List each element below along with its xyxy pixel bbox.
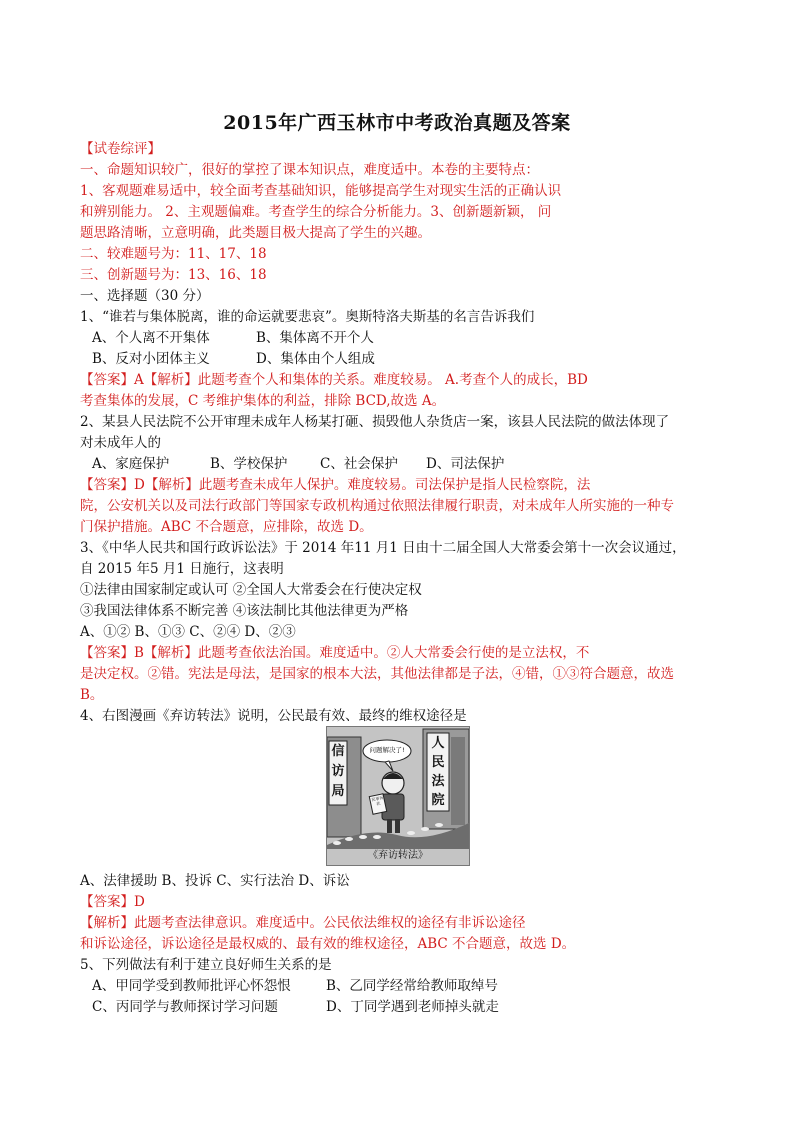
q2-option-d: D、司法保护 — [426, 456, 505, 472]
q2-option-a: A、家庭保护 — [92, 456, 170, 472]
review-line-3: 和辨别能力。 2、主观题偏难。考查学生的综合分析能力。3、创新题新颖， 问 — [80, 204, 552, 220]
q3-statements-2: ③我国法律体系不断完善 ④该法制比其他法律更为严格 — [80, 603, 409, 619]
q4-answer: 【答案】D — [80, 894, 145, 910]
q3-stem-line-2: 自 2015 年5 月1 日施行，这表明 — [80, 561, 284, 577]
q5-option-a: A、甲同学受到教师批评心怀怨恨 — [92, 978, 291, 994]
right-sign: 人民法院 — [431, 736, 445, 808]
q3-options: A、①② B、①③ C、②④ D、②③ — [80, 624, 296, 640]
cartoon-image — [326, 726, 470, 866]
left-sign: 信访局 — [331, 744, 345, 799]
q1-option-a: A、个人离不开集体 — [92, 330, 210, 346]
q2-stem-line-2: 对未成年人的 — [80, 435, 161, 451]
speech-bubble: 问题解决了! — [369, 746, 405, 754]
review-line-2: 1、客观题难易适中，较全面考查基础知识，能够提高学生对现实生活的正确认识 — [80, 183, 562, 199]
review-line-4: 题思路清晰，立意明确，此类题目极大提高了学生的兴趣。 — [80, 225, 431, 241]
q1-option-d: D、集体由个人组成 — [256, 351, 375, 367]
q2-answer-line-3: 门保护措施。ABC 不合题意，应排除，故选 D。 — [80, 519, 373, 535]
review-line-5: 二、较难题号为：11、17、18 — [80, 246, 267, 262]
lawsuit-paper: 民事诉状 — [370, 794, 384, 806]
q4-stem: 4、右图漫画《弃访转法》说明，公民最有效、最终的维权途径是 — [80, 708, 467, 724]
q4-explanation-line-2: 和诉讼途径，诉讼途径是最权威的、最有效的维权途径，ABC 不合题意，故选 D。 — [80, 936, 576, 952]
q5-stem: 5、下列做法有利于建立良好师生关系的是 — [80, 957, 332, 973]
q3-stem-line-1: 3、《中华人民共和国行政诉讼法》于 2014 年11 月1 日由十二届全国人大常委会第十一次会议通过， — [80, 540, 686, 556]
q1-stem: 1、“谁若与集体脱离，谁的命运就要悲哀”。奥斯特洛夫斯基的名言告诉我们 — [80, 309, 535, 325]
q4-options: A、法律援助 B、投诉 C、实行法治 D、诉讼 — [80, 873, 350, 889]
q1-answer-line-2: 考查集体的发展，C 考维护集体的利益，排除 BCD,故选 A。 — [80, 393, 446, 409]
q2-stem-line-1: 2、某县人民法院不公开审理未成年人杨某打砸、损毁他人杂货店一案，该县人民法院的做法体现了 — [80, 414, 670, 430]
q1-answer-line-1: 【答案】A【解析】此题考查个人和集体的关系。难度较易。 A.考查个人的成长，BD — [80, 372, 588, 388]
q1-option-b: B、集体离不开个人 — [256, 330, 374, 346]
q3-answer-line-1: 【答案】B【解析】此题考查依法治国。难度适中。②人大常委会行使的是立法权，不 — [80, 645, 590, 661]
q3-answer-line-3: B。 — [80, 687, 104, 703]
q2-answer-line-2: 院，公安机关以及司法行政部门等国家专政机构通过依照法律履行职责，对未成年人所实施的一种专 — [80, 498, 674, 514]
q5-option-b: B、乙同学经常给教师取绰号 — [326, 978, 498, 994]
section-heading: 一、选择题（30 分） — [80, 288, 210, 304]
q2-option-b: B、学校保护 — [210, 456, 288, 472]
q5-option-d: D、丁同学遇到老师掉头就走 — [326, 999, 499, 1015]
cartoon-caption: 《弃访转法》 — [368, 850, 428, 861]
q3-answer-line-2: 是决定权。②错。宪法是母法，是国家的根本大法，其他法律都是子法，④错，①③符合题意，故选 — [80, 666, 674, 682]
review-line-1: 一、命题知识较广，很好的掌控了课本知识点，难度适中。本卷的主要特点： — [80, 162, 539, 178]
q2-answer-line-1: 【答案】D【解析】此题考查未成年人保护。难度较易。司法保护是指人民检察院，法 — [80, 477, 591, 493]
q1-option-c: B、反对小团体主义 — [92, 351, 210, 367]
review-line-6: 三、创新题号为：13、16、18 — [80, 267, 267, 283]
q5-option-c: C、丙同学与教师探讨学习问题 — [92, 999, 278, 1015]
q3-statements-1: ①法律由国家制定或认可 ②全国人大常委会在行使决定权 — [80, 582, 422, 598]
q2-option-c: C、社会保护 — [320, 456, 398, 472]
review-heading: 【试卷综评】 — [80, 141, 161, 157]
q4-explanation-line-1: 【解析】此题考查法律意识。难度适中。公民依法维权的途径有非诉讼途径 — [80, 915, 526, 931]
page-title: 2015年广西玉林市中考政治真题及答案 — [223, 112, 571, 134]
